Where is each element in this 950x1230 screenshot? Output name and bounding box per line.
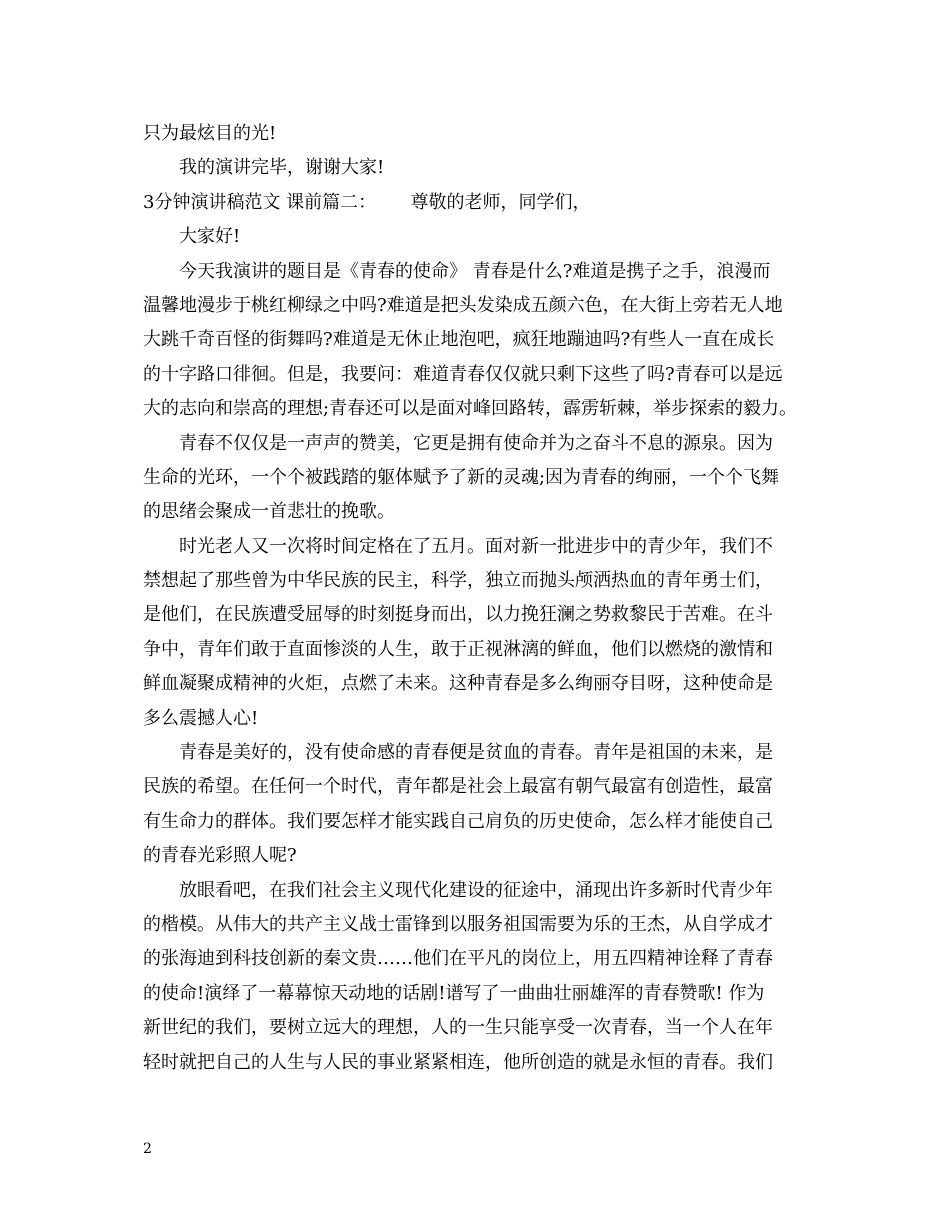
- text-line: 只为最炫目的光!: [143, 123, 277, 144]
- text-line: 的青春光彩照人呢?: [143, 845, 297, 867]
- text-line: 轻时就把自己的人生与人民的事业紧紧相连，他所创造的就是永恒的青春。我们: [143, 1051, 773, 1073]
- text-line: 新世纪的我们，要树立远大的理想，人的一生只能享受一次青春，当一个人在年: [143, 1017, 773, 1039]
- section-heading-line: 3分钟演讲稿范文 课前篇二： 尊敬的老师，同学们，: [143, 191, 591, 213]
- text-line: 青春是美好的，没有使命感的青春便是贫血的青春。青年是祖国的未来，是: [179, 742, 773, 764]
- text-line: 青春不仅仅是一声声的赞美，它更是拥有使命并为之奋斗不息的源泉。因为: [179, 432, 773, 454]
- text-line: 大跳千奇百怪的街舞吗?难道是无休止地泡吧，疯狂地蹦迪吗?有些人一直在成长: [143, 329, 775, 351]
- text-line: 禁想起了那些曾为中华民族的民主，科学，独立而抛头颅洒热血的青年勇士们，: [143, 570, 773, 592]
- text-line: 大的志向和崇高的理想;青春还可以是面对峰回路转，霹雳斩棘，举步探索的毅力。: [143, 398, 798, 420]
- text-line: 的使命!演绎了一幕幕惊天动地的话剧!谱写了一曲曲壮丽雄浑的青春赞歌! 作为: [143, 982, 765, 1004]
- text-line: 放眼看吧，在我们社会主义现代化建设的征途中，涌现出许多新时代青少年: [179, 879, 773, 901]
- text-line: 有生命力的群体。我们要怎样才能实践自己肩负的历史使命，怎么样才能使自己: [143, 810, 773, 832]
- text-line: 的楷模。从伟大的共产主义战士雷锋到以服务祖国需要为乐的王杰，从自学成才: [143, 913, 773, 935]
- text-line: 多么震撼人心!: [143, 707, 259, 729]
- text-line: 是他们，在民族遭受屈辱的时刻挺身而出，以力挽狂澜之势救黎民于苦难。在斗: [143, 604, 773, 626]
- page-number: 2: [143, 1141, 152, 1157]
- text-line: 时光老人又一次将时间定格在了五月。面对新一批进步中的青少年，我们不: [179, 535, 773, 557]
- text-line: 鲜血凝聚成精神的火炬，点燃了未来。这种青春是多么绚丽夺目呀，这种使命是: [143, 673, 773, 695]
- text-line: 大家好!: [179, 226, 241, 248]
- text-line: 生命的光环，一个个被践踏的躯体赋予了新的灵魂;因为青春的绚丽，一个个飞舞: [143, 466, 780, 488]
- text-line: 今天我演讲的题目是《青春的使命》 青春是什么?难道是携子之手，浪漫而: [179, 260, 771, 282]
- text-line: 的思绪会聚成一首悲壮的挽歌。: [143, 501, 395, 523]
- text-line: 的十字路口徘徊。但是，我要问：难道青春仅仅就只剩下这些了吗?青春可以是远: [143, 363, 783, 385]
- text-line: 温馨地漫步于桃红柳绿之中吗?难道是把头发染成五颜六色，在大街上旁若无人地: [143, 294, 783, 316]
- text-line: 的张海迪到科技创新的秦文贵……他们在平凡的岗位上，用五四精神诠释了青春: [143, 948, 773, 970]
- text-line: 我的演讲完毕，谢谢大家!: [179, 157, 385, 179]
- text-line: 民族的希望。在任何一个时代，青年都是社会上最富有朝气最富有创造性，最富: [143, 776, 773, 798]
- document-body: [143, 117, 823, 1080]
- text-line: 争中，青年们敢于直面惨淡的人生，敢于正视淋漓的鲜血，他们以燃烧的激情和: [143, 638, 773, 660]
